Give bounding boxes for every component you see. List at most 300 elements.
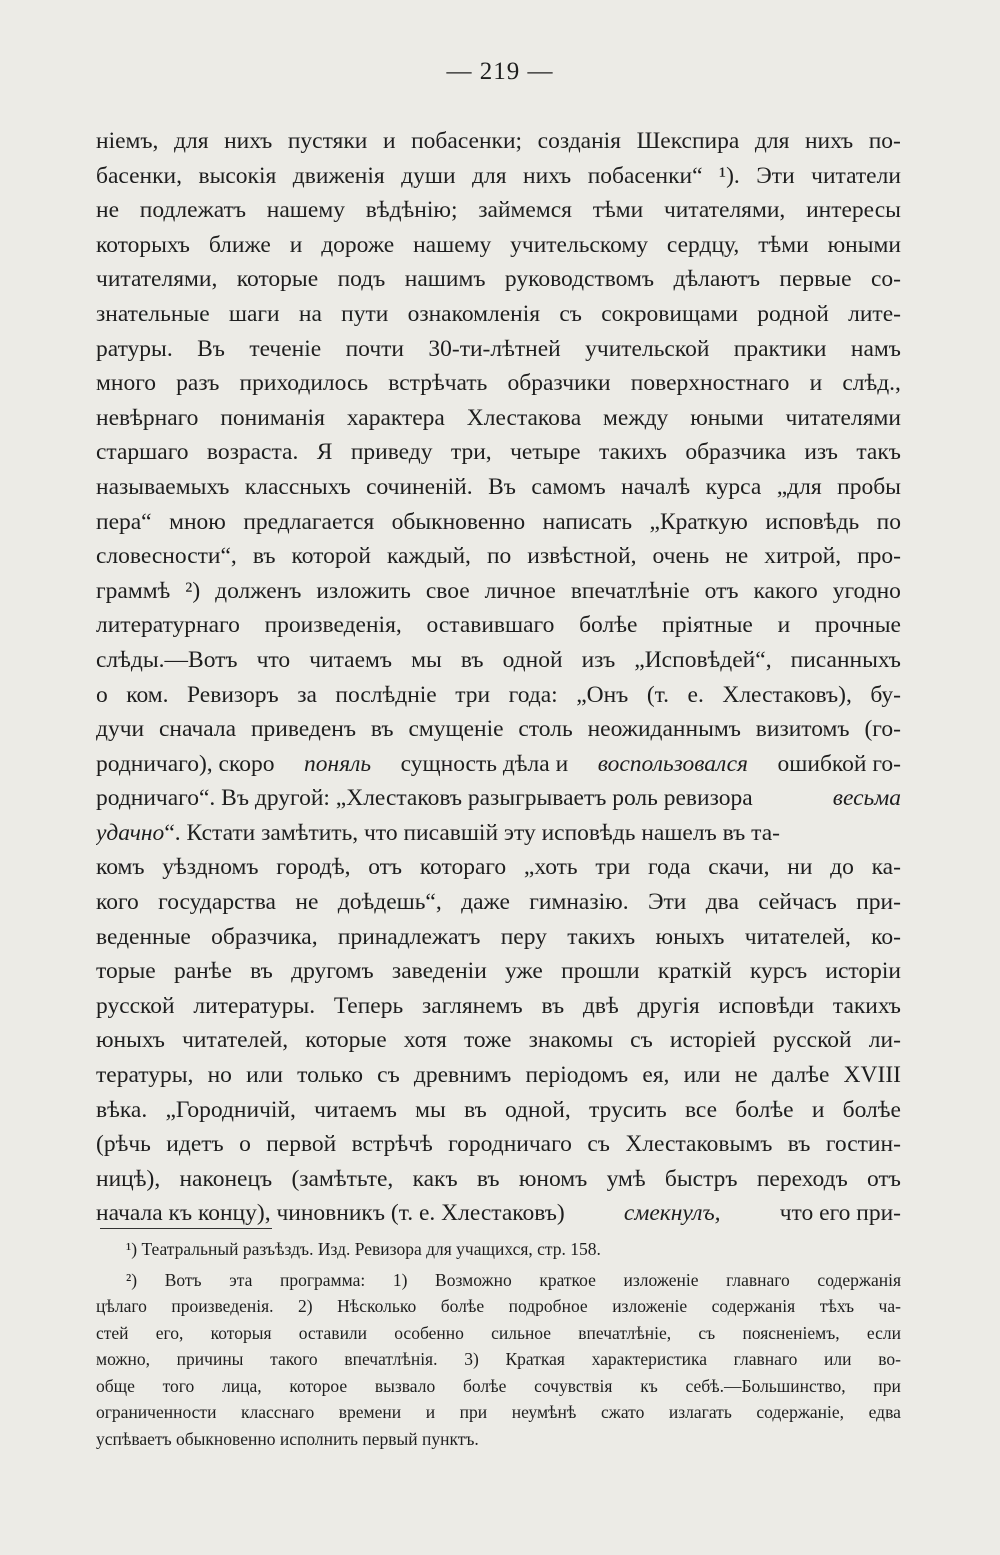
word: сильное [491,1322,552,1343]
word: Хлестаковымъ [625,1131,773,1158]
word: можно, [96,1349,150,1369]
word: тературы, [96,1062,194,1089]
word: Я [316,439,333,466]
word: четыре [510,439,581,466]
word: свое [425,577,470,604]
word: болѣе [842,1096,901,1123]
word: пробы [837,473,901,500]
italic-segment: смекнулъ, [623,1200,721,1227]
word: читаемъ [314,1096,397,1123]
word: бу- [870,681,901,708]
word: краткій [657,958,732,985]
text-segment [96,816,780,851]
word: читателями, [663,197,786,224]
word: умѣ [606,1165,646,1192]
text-line [96,159,901,194]
word: отъ [704,577,739,604]
word: ²) [185,577,201,604]
word: Въ [197,335,225,362]
text-line [96,470,901,505]
word: самомъ [531,473,606,500]
word: очень [652,543,710,570]
word: сейчасъ [758,889,837,916]
word: литературы. [193,992,316,1019]
word: личное [484,577,556,604]
word: прошли [561,958,640,985]
word: и [811,1096,825,1123]
word: содержанія [711,1296,796,1316]
word: въ [541,992,565,1019]
word: 30-ти-лѣтней [428,335,561,362]
word: (т. [646,681,670,708]
word: неожиданнымъ [587,716,741,743]
word: для [472,162,507,189]
word: пониманія [220,404,325,431]
text-line [96,1023,901,1058]
word: цѣлаго [96,1296,147,1316]
word: не [295,889,319,916]
word: пустяки [287,128,368,154]
word: нихъ [224,128,273,154]
text-line [96,816,901,851]
word: на [298,300,322,327]
word: два [705,889,739,916]
text-line [96,643,901,678]
page-number: — 219 — [446,58,554,85]
word: пріятные [662,612,753,639]
word: комъ [96,854,145,881]
word: съ [630,1027,653,1054]
word: въ [250,958,273,985]
word: изложеніе [612,1296,688,1316]
italic-segment: удачно [96,819,165,846]
text-line [96,366,901,401]
word: (го- [864,716,901,743]
word: уже [505,958,543,985]
word: долженъ [215,577,302,604]
word: за [297,681,317,708]
word: Хлестаковъ), [722,681,852,708]
word: такихъ [567,923,636,950]
text-line [96,228,901,263]
word: писанныхъ [790,646,901,673]
word: не [96,197,120,224]
word: тѣхъ [819,1296,855,1316]
text-segment: начала къ концу), чиновникъ (т. е. Хлестаковъ) [96,1200,565,1227]
word: по- [868,128,901,154]
word: сочувствія [534,1375,613,1396]
word: образчики [507,370,611,397]
word: кого [96,889,139,916]
word: ніемъ, [96,128,159,154]
word: е. [687,681,704,708]
word: встрѣчѣ [351,1131,433,1158]
word: Вотъ [164,1269,202,1290]
word: которое [289,1375,348,1396]
word: о [239,1131,251,1158]
word: при- [856,889,901,916]
word: предлагается [243,508,375,535]
word: главнаго [733,1349,798,1369]
word: заведеніи [391,958,487,985]
word: трусить [588,1096,667,1123]
text-segment: родничаго“. Въ другой: „Хлестаковъ разыгрываетъ роль ревизора [96,785,753,812]
word: другія [637,992,700,1019]
word: эта [229,1269,253,1290]
word: котораго [419,854,507,881]
word: практики [733,335,827,362]
word: Эти [756,162,795,189]
word: со- [870,266,901,293]
word: исторіи [825,958,901,985]
word: угодно [832,577,901,604]
word: граммѣ [96,577,171,604]
word: извѣстной, [527,543,637,570]
text-line [96,124,901,159]
word: интересы [806,197,901,224]
word: „Краткую [649,508,748,535]
word: обыкновенно [391,508,526,535]
word: или [246,1062,283,1089]
word: займемся [478,197,572,224]
word: знакомы [528,1027,614,1054]
text-line [96,435,901,470]
word: въ [464,1096,487,1123]
word: двѣ [582,992,619,1019]
word: ратуры. [96,335,173,362]
word: словесности“, [96,543,237,570]
footnote-line [96,1373,901,1400]
word: до [830,854,854,881]
word: только [297,1062,363,1089]
word: теченіе [249,335,322,362]
text-segment: что его при- [779,1200,901,1227]
word: для [174,128,209,154]
word: такъ [856,439,901,466]
word: мы [411,646,442,673]
word: программа: [279,1269,366,1290]
word: сокровищами [601,300,738,327]
word: Въ [488,473,516,500]
main-text [96,124,901,1231]
word: ли- [868,1027,901,1054]
word: невѣрнаго [96,404,199,431]
word: написать [542,508,633,535]
word: началѣ [621,473,691,500]
text-line [96,1058,901,1093]
text-line [96,505,901,540]
word: причины [176,1349,244,1369]
word: того [162,1375,195,1396]
text-segment: “. Кстати замѣтить, что писавшій эту исповѣдь нашелъ въ та- [164,819,780,846]
word: нашему [266,197,345,224]
text-line [96,1162,901,1197]
text-line [96,193,901,228]
word: знательные [96,300,210,327]
text-line [96,1196,901,1231]
word: души [401,162,456,189]
word: лите- [848,300,901,327]
word: гимназію. [529,889,629,916]
word: содержаніе, [756,1402,845,1422]
word: „Исповѣдей“, [634,646,772,673]
word: разъ [176,370,220,397]
word: руководствомъ [504,266,654,293]
text-line [96,920,901,955]
text-line [96,401,901,436]
word: нашему [413,231,492,258]
word: сочиненій. [366,473,473,500]
word: юномъ [518,1165,588,1192]
text-line [96,1127,901,1162]
word: пера“ [96,508,152,535]
word: классныхъ [244,473,351,500]
word: впечатлѣніе [570,577,690,604]
word: курсъ [749,958,808,985]
word: такихъ [598,439,667,466]
word: подлежатъ [139,197,247,224]
word: юными [690,404,764,431]
word: Нѣсколько [337,1296,417,1316]
word: читателями, [96,266,218,293]
word: по [486,543,512,570]
text-line [96,297,901,332]
word: дороже [321,231,395,258]
word: столь [518,716,573,743]
word: болѣе [462,1375,507,1396]
word: „для [776,473,822,500]
word: болѣе [579,612,638,639]
word: въ [476,1165,500,1192]
word: прочные [814,612,901,639]
word: его, [155,1322,184,1343]
word: образчика, [211,923,318,950]
word: подъ [337,266,386,293]
word: приведу [350,439,433,466]
word: первые [779,266,852,293]
text-line [96,1093,901,1128]
word: вѣка. [96,1096,148,1123]
word: три [595,854,631,881]
word: оставившаго [426,612,555,639]
text-line [96,678,901,713]
word: учительскому [510,231,649,258]
word: при [873,1375,901,1396]
word: читателей, [182,1027,289,1054]
word: вызвало [374,1375,436,1396]
word: сначала [158,716,237,743]
word: которыхъ [96,231,190,258]
word: отъ [368,854,403,881]
word: во- [878,1349,901,1369]
word: даже [461,889,510,916]
word: переходъ [756,1165,848,1192]
text-line [96,747,901,782]
footnotes [96,1236,901,1452]
word: созданія [537,128,621,154]
word: скачи, [708,854,770,881]
word: хитрой, [764,543,842,570]
footnote-line [96,1293,901,1320]
word: излагать [668,1402,732,1422]
word: Краткая [505,1349,565,1369]
word: пути [341,300,389,327]
word: приходилось [239,370,369,397]
footnote-line [96,1267,901,1294]
word: характера [346,404,445,431]
word: и [289,231,303,258]
word: неумѣнѣ [511,1402,577,1422]
word: одной, [504,1096,571,1123]
word: (замѣтьте, [291,1165,394,1192]
word: въ [252,543,276,570]
italic-segment: весьма [832,785,901,812]
word: принадлежатъ [337,923,481,950]
word: не [725,543,749,570]
word: русской [96,992,175,1019]
italic-segment: поняль [304,750,372,777]
word: гостин- [825,1131,901,1158]
word: визитомъ [755,716,850,743]
word: слѣд., [842,370,901,397]
word: вѣдѣнію; [365,197,458,224]
word: 2) [298,1296,313,1316]
word: юныхъ [96,1027,165,1054]
word: Эти [647,889,687,916]
word: обще [96,1375,135,1396]
word: доѣдешь“, [337,889,442,916]
word: съ [559,300,582,327]
word: дучи [96,716,145,743]
word: исповѣдь [765,508,860,535]
word: смущеніе [408,716,504,743]
word: городничаго [448,1131,572,1158]
word: ближе [208,231,271,258]
word: краткое [539,1269,596,1290]
word: которые [236,266,319,293]
word: уѣздномъ [162,854,259,881]
footnote-line [96,1399,901,1426]
word: ком. [126,681,169,708]
footnote-line [96,1346,901,1373]
word: движенія [292,162,385,189]
word: тѣми [592,197,644,224]
word: при [459,1402,488,1422]
word: или [683,1062,721,1089]
word: три [455,681,491,708]
word: времени [338,1402,402,1422]
word: перу [500,923,547,950]
word: „Городничій, [165,1096,296,1123]
word: которые [305,1027,387,1054]
word: года [648,854,691,881]
word: про- [857,543,901,570]
word: какъ [412,1165,458,1192]
text-line [96,539,901,574]
word: ка- [871,854,901,881]
word: и [809,370,823,397]
word: или [824,1349,852,1369]
word: образчика [685,439,786,466]
word: которой [291,543,371,570]
word: если [866,1322,901,1343]
word: 1) [392,1269,408,1290]
word: болѣе [735,1096,794,1123]
word: изъ [581,646,616,673]
word: дѣлаютъ [673,266,760,293]
word: Ревизоръ [187,681,279,708]
word: сердцу, [666,231,740,258]
footnote-line: ¹) Театральный разъѣздъ. Изд. Ревизора для учащихся, стр. 158. [126,1239,601,1259]
text-line [96,712,901,747]
word: оставили [298,1322,368,1343]
word: класснаго [241,1402,315,1422]
word: побасенки; [411,128,523,154]
word: ограниченности [96,1402,217,1422]
text-line [96,885,901,920]
word: далѣе [771,1062,830,1089]
text-segment: сущность дѣла и [400,750,569,777]
word: ²) [126,1269,138,1290]
word: называемыхъ [96,473,230,500]
word: и [425,1402,436,1422]
word: себѣ.—Большинство, [685,1375,846,1396]
word: ницѣ), [96,1165,161,1192]
word: изложить [316,577,411,604]
word: главнаго [726,1269,790,1290]
word: шаги [228,300,280,327]
word: родной [757,300,829,327]
text-line [96,850,901,885]
word: заглянемъ [421,992,523,1019]
word: городѣ, [276,854,351,881]
word: и [777,612,791,639]
word: такихъ [832,992,901,1019]
word: „хоть [523,854,578,881]
word: ча- [878,1296,901,1316]
word: изложеніе [623,1269,699,1290]
word: къ [640,1375,658,1396]
word: впечатлѣнія. [344,1349,438,1369]
word: идетъ [166,1131,224,1158]
word: въ [460,646,484,673]
word: курса [705,473,762,500]
word: „Онъ [576,681,629,708]
word: особенно [394,1322,464,1343]
word: юными [827,231,901,258]
word: между [603,404,669,431]
word: мною [169,508,226,535]
word: 3) [464,1349,479,1369]
word: три, [450,439,492,466]
word: послѣдніе [335,681,437,708]
word: XVIII [843,1062,901,1089]
word: (рѣчь [96,1131,151,1158]
word: характеристика [591,1349,707,1369]
word: высокія [198,162,277,189]
text-line [96,954,901,989]
word: читателей, [744,923,851,950]
word: съ [698,1322,716,1343]
word: торые [96,958,156,985]
word: приведенъ [250,716,357,743]
word: болѣе [440,1296,485,1316]
word: первой [266,1131,337,1158]
word: намъ [850,335,901,362]
word: ¹). [719,162,740,189]
word: слѣды.—Вотъ [96,646,238,673]
footnote-line [96,1320,901,1347]
